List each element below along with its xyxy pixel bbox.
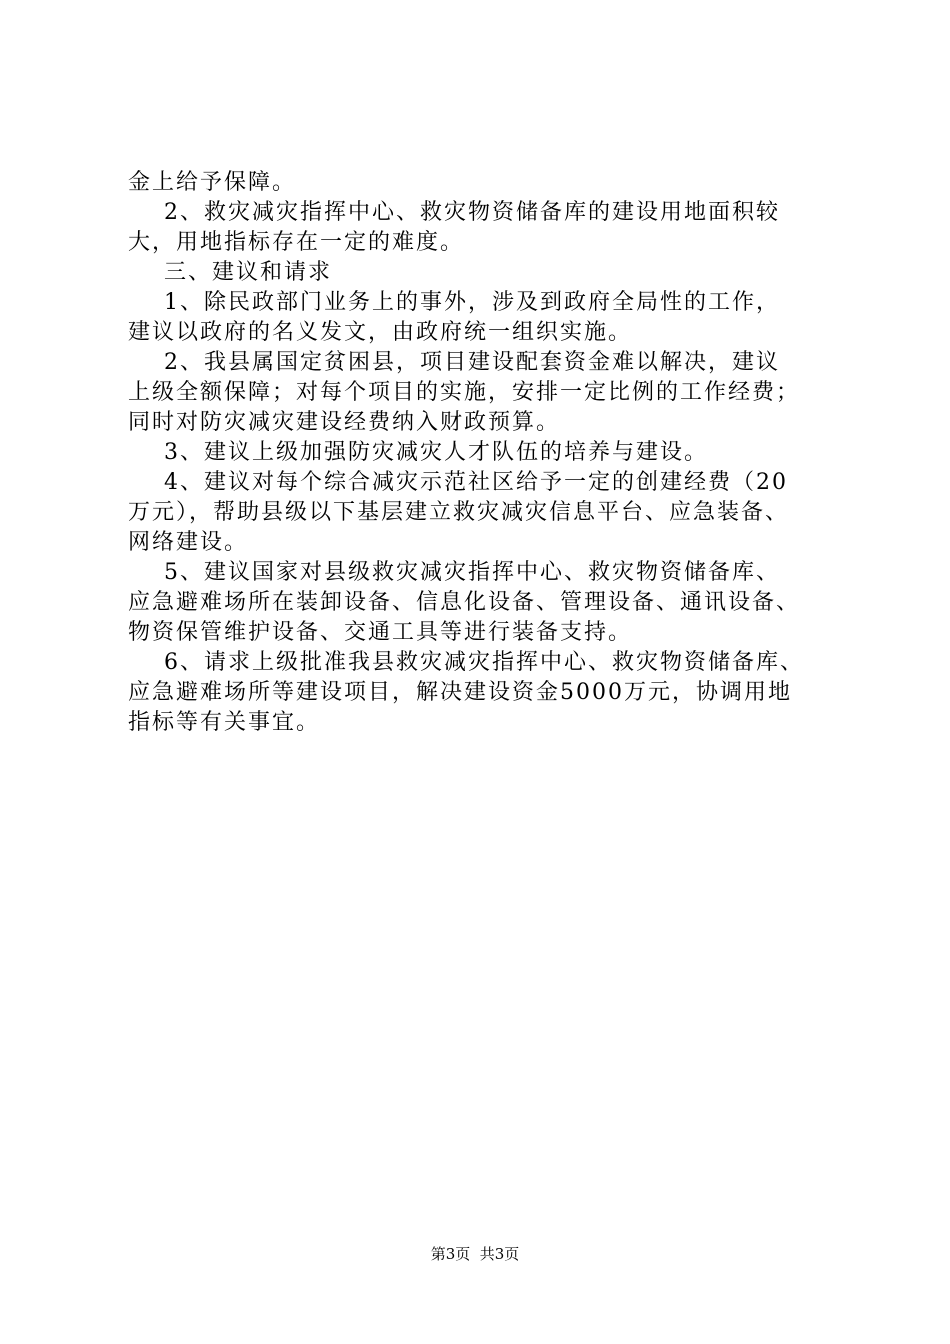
text-line: 应急避难场所在装卸设备、信息化设备、管理设备、通讯设备、 (128, 590, 801, 615)
text-line: 应急避难场所等建设项目，解决建设资金5000万元，协调用地 (128, 680, 792, 705)
text-line: 同时对防灾减灾建设经费纳入财政预算。 (128, 410, 561, 435)
text-line: 6、请求上级批准我县救灾减灾指挥中心、救灾物资储备库、 (128, 650, 804, 675)
text-line: 网络建设。 (128, 530, 249, 555)
text-line: 5、建议国家对县级救灾减灾指挥中心、救灾物资储备库、 (128, 560, 780, 585)
document-body (128, 168, 838, 738)
text-line: 上级全额保障；对每个项目的实施，安排一定比例的工作经费； (128, 380, 801, 405)
text-line: 3、建议上级加强防灾减灾人才队伍的培养与建设。 (128, 440, 708, 465)
section-heading: 三、建议和请求 (128, 260, 332, 285)
text-line: 万元），帮助县级以下基层建立救灾减灾信息平台、应急装备、 (128, 500, 790, 525)
text-line: 指标等有关事宜。 (128, 710, 321, 735)
text-line: 大，用地指标存在一定的难度。 (128, 230, 465, 255)
text-line: 2、救灾减灾指挥中心、救灾物资储备库的建设用地面积较 (128, 200, 780, 225)
page-footer: 第3页 共3页 (430, 1245, 520, 1263)
text-line: 2、我县属国定贫困县，项目建设配套资金难以解决，建议 (128, 350, 780, 375)
text-line: 1、除民政部门业务上的事外，涉及到政府全局性的工作， (128, 290, 780, 315)
text-line: 金上给予保障。 (128, 170, 297, 195)
text-line: 物资保管维护设备、交通工具等进行装备支持。 (128, 620, 633, 645)
text-line: 4、建议对每个综合减灾示范社区给予一定的创建经费（20 (128, 470, 788, 495)
text-line: 建议以政府的名义发文，由政府统一组织实施。 (128, 320, 633, 345)
